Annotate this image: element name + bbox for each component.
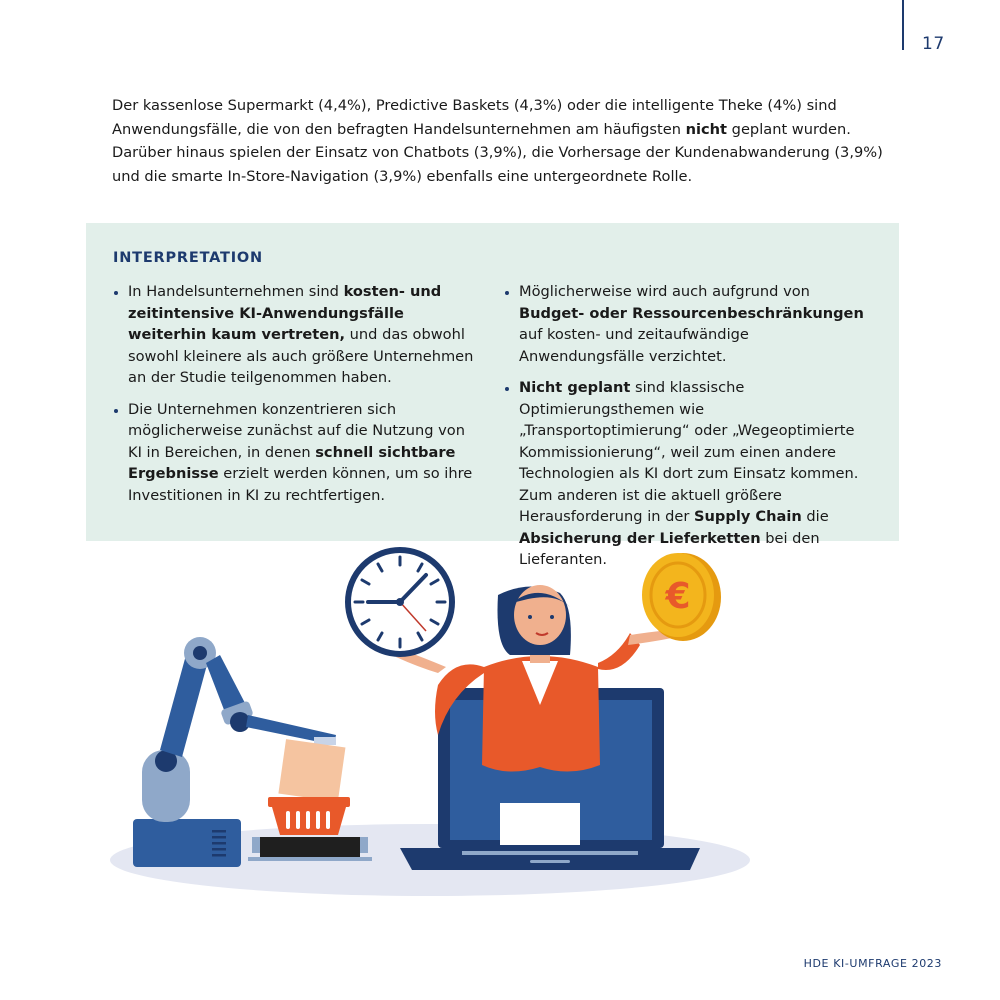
interpretation-bullet: Möglicherweise wird auch aufgrund von Budget- oder Ressourcenbeschränkungen auf kosten- und zeitaufwändige Anwendungsfälle verzichtet.: [504, 281, 874, 367]
clock-icon: [348, 550, 452, 654]
header-rule: [902, 0, 904, 50]
svg-text:€: €: [665, 576, 691, 617]
interpretation-box: [86, 223, 899, 568]
page-number: 17: [922, 34, 945, 54]
interpretation-column-left: [113, 281, 483, 516]
interpretation-column-right: [504, 281, 874, 581]
interpretation-bullet: Nicht geplant sind klassische Optimierungsthemen wie „Transportoptimierung“ oder „Wegeoptimierte Kommissionierung“, weil zum einen andere Technologien als KI dort zum Einsatz kommen. Zum anderen ist die aktuell größere Herausforderung in der Supply Chain die Absicherung der Lieferketten bei den Lieferanten.: [504, 377, 874, 571]
conveyor-icon: [248, 837, 372, 861]
illustration: [100, 545, 820, 915]
footer-publication: HDE KI-UMFRAGE 2023: [803, 957, 942, 970]
interpretation-heading: INTERPRETATION: [113, 250, 263, 266]
interpretation-bullet: Die Unternehmen konzentrieren sich möglicherweise zunächst auf die Nutzung von KI in Bereichen, in denen schnell sichtbare Ergebnisse erzielt werden können, um so ihre Investitionen in KI zu rechtfertigen.: [113, 399, 483, 507]
interpretation-bullet: In Handelsunternehmen sind kosten- und zeitintensive KI-Anwendungsfälle weiterhin kaum vertreten, und das obwohl sowohl kleinere als auch größere Unternehmen an der Studie teilgenommen haben.: [113, 281, 483, 389]
euro-coin-icon: [642, 553, 721, 641]
parcel-icon: [278, 739, 345, 802]
intro-paragraph: Der kassenlose Supermarkt (4,4%), Predictive Baskets (4,3%) oder die intelligente Theke (4%) sind Anwendungsfälle, die von den befragten Handelsunternehmen am häufigsten nicht geplant wurden. Darüber hinaus spielen der Einsatz von Chatbots (3,9%), die Vorhersage der Kundenabwanderung (3,9%) und die smarte In-Store-Navigation (3,9%) ebenfalls eine untergeordnete Rolle.: [112, 97, 883, 185]
basket-icon: [268, 797, 350, 835]
